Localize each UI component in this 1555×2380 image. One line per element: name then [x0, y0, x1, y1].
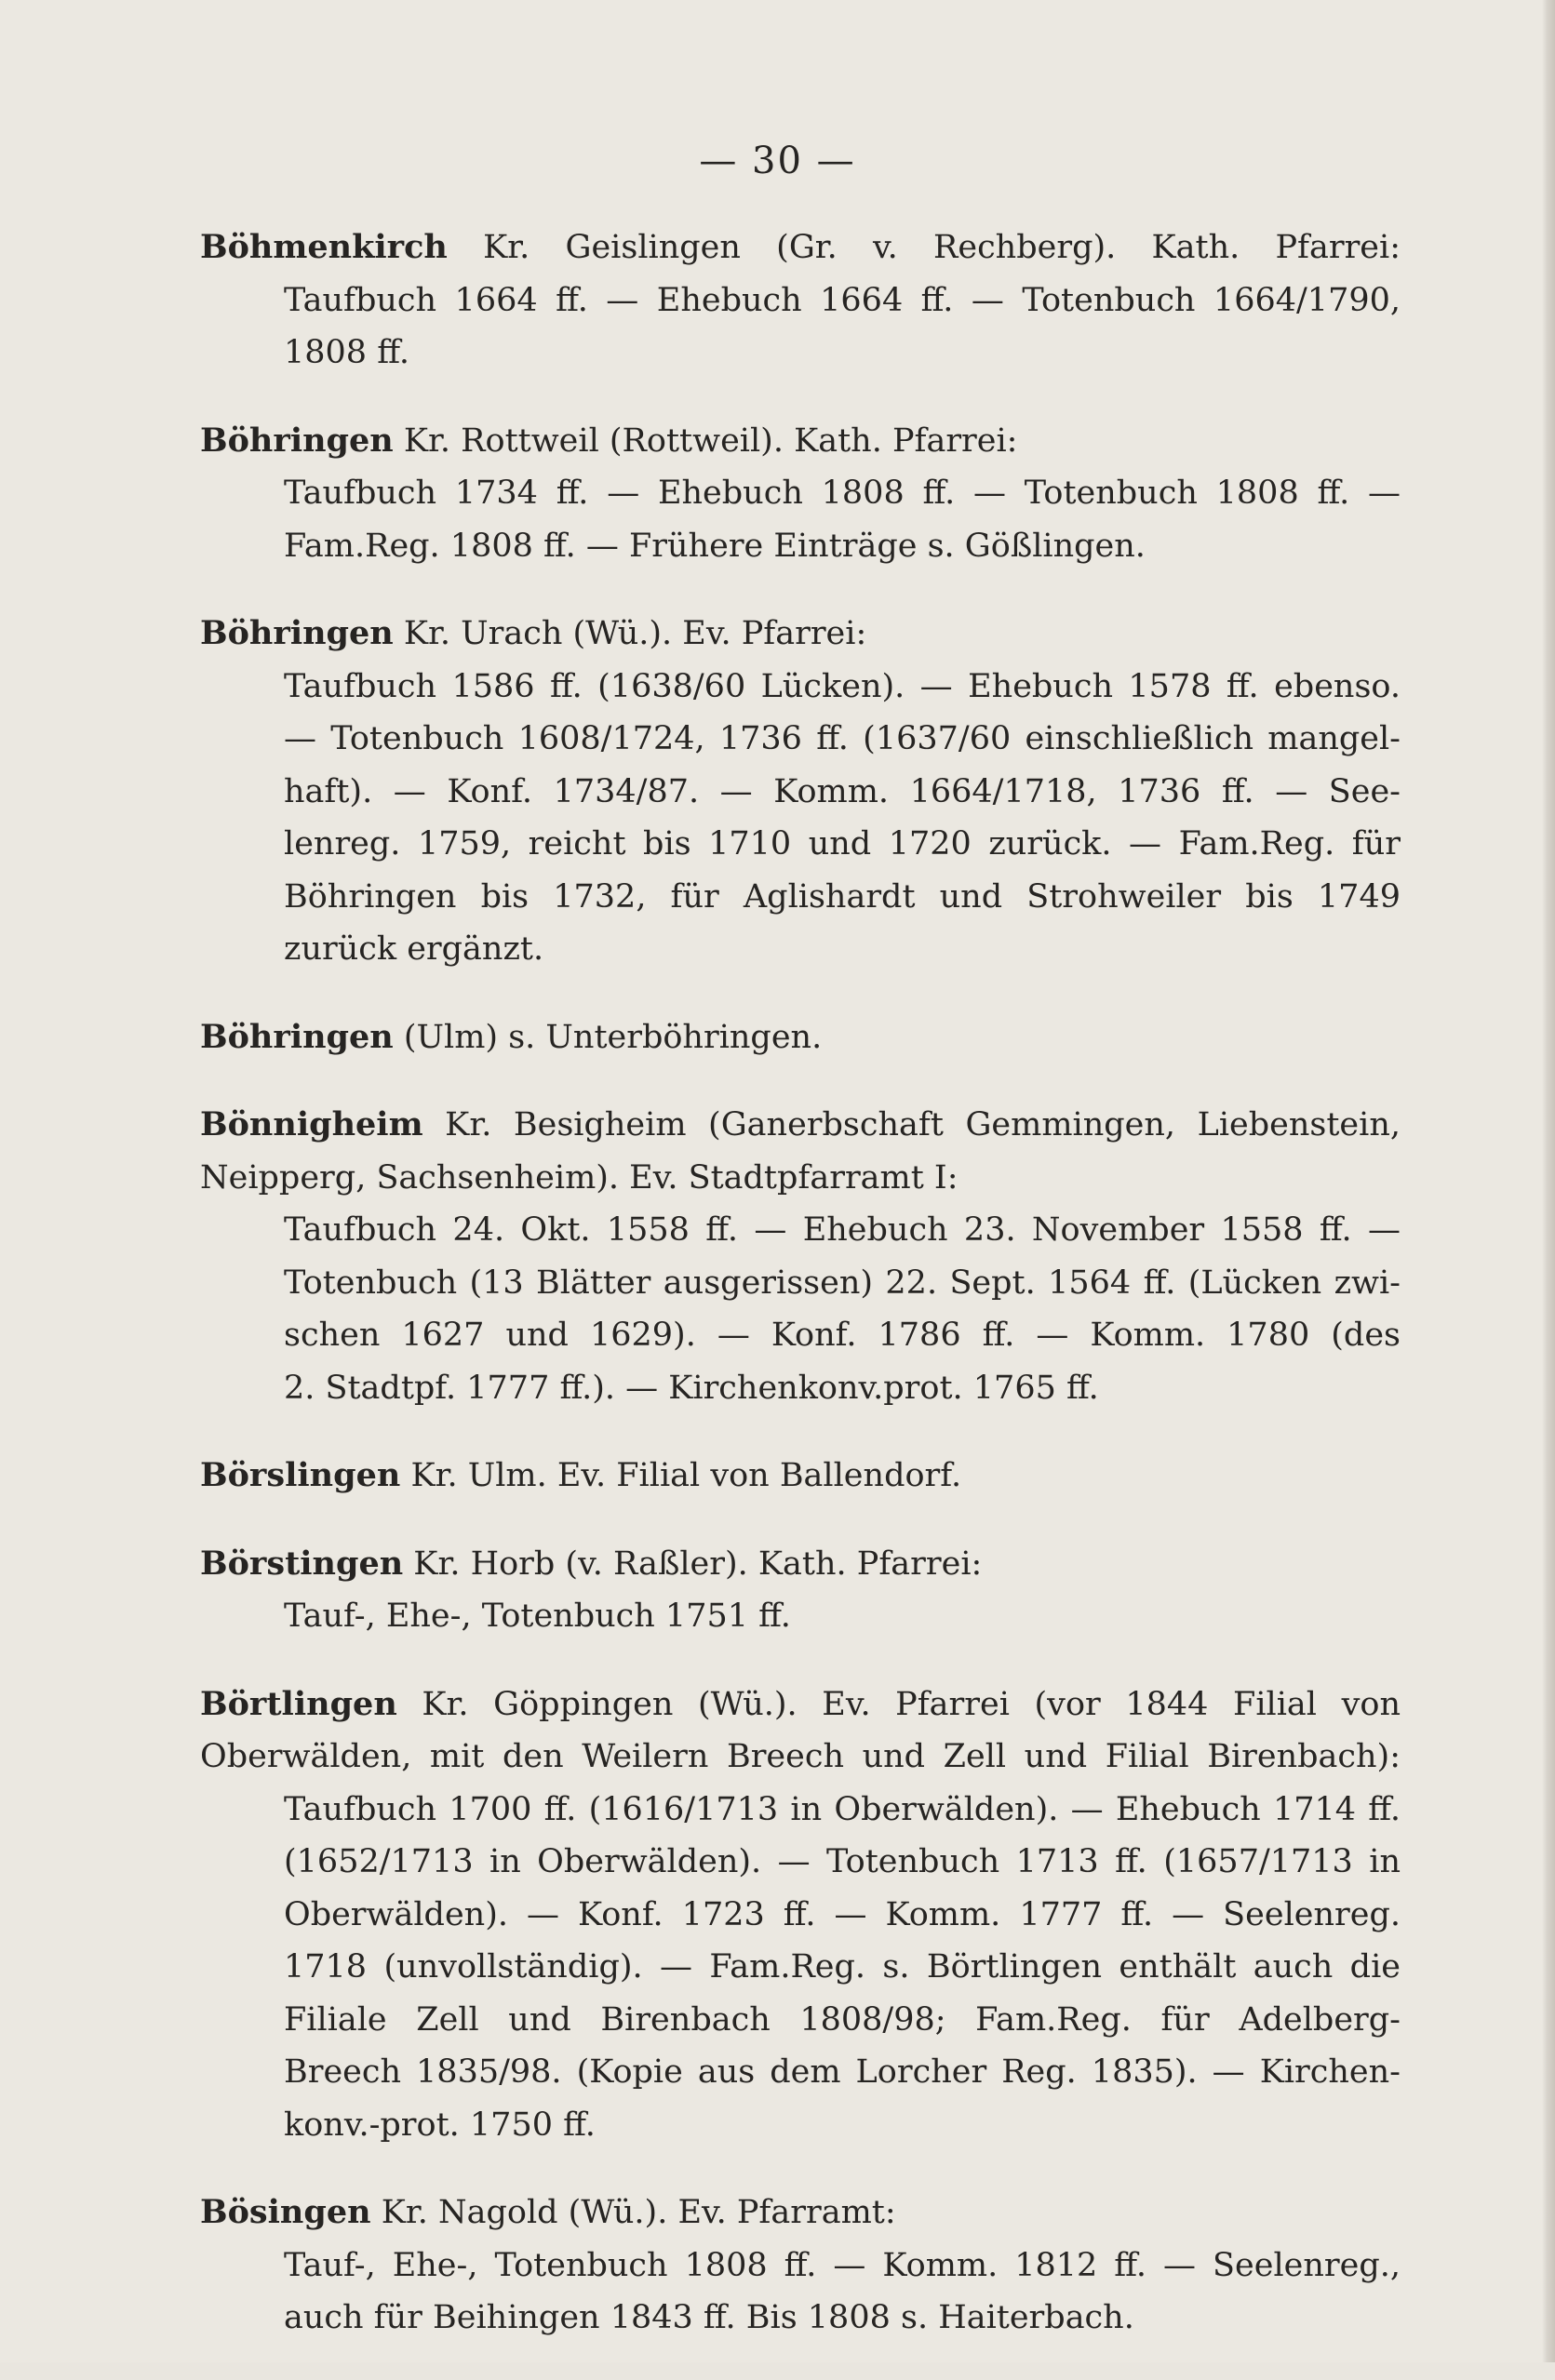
entry-first-line: [200, 1099, 1401, 1152]
place-name: Bösingen: [200, 2193, 371, 2231]
entry-first-line: [200, 1011, 1401, 1064]
page-number: — 30 —: [699, 140, 856, 182]
entry-line: konv.-prot. 1750 ff.: [284, 2106, 596, 2144]
entry-first-line: [200, 1678, 1401, 1732]
page-edge-shadow: [1542, 0, 1555, 2362]
entry-boerstingen: [200, 1538, 1401, 1643]
place-name: Börstingen: [200, 1544, 404, 1583]
entry-first-line: [200, 608, 1401, 661]
place-name: Böhringen: [200, 1017, 394, 1056]
entry-line: Tauf-, Ehe-, Totenbuch 1751 ff.: [284, 1598, 791, 1635]
entry-text: (Ulm) s. Unterböhringen.: [393, 1018, 823, 1056]
entry-boehringen-ulm: [200, 1011, 1401, 1064]
entry-line: Taufbuch 1700 ff. (1616/1713 in Oberwälden). — Ehebuch 1714 ff.: [284, 1790, 1401, 1828]
place-name: Börslingen: [200, 1456, 401, 1494]
entry-text: Kr. Ulm. Ev. Filial von Ballendorf.: [400, 1457, 962, 1494]
entry-first-line: [200, 221, 1401, 274]
entry-text: Kr. Besigheim (Ganerbschaft Gemmingen, Liebenstein,: [422, 1106, 1401, 1143]
entry-line: Oberwälden, mit den Weilern Breech und Zell und Filial Birenbach):: [200, 1738, 1401, 1775]
entry-line: haft). — Konf. 1734/87. — Komm. 1664/1718, 1736 ff. — See-: [284, 772, 1401, 810]
entry-line: Fam.Reg. 1808 ff. — Frühere Einträge s. Gößlingen.: [284, 527, 1146, 565]
entry-boennigheim: [200, 1099, 1401, 1414]
entry-boerslingen: [200, 1450, 1401, 1503]
entry-boehmenkirch: [200, 221, 1401, 380]
entry-boehringen-rottweil: [200, 415, 1401, 573]
gazetteer-entries: [200, 221, 1401, 2380]
entry-text: Kr. Horb (v. Raßler). Kath. Pfarrei:: [403, 1544, 983, 1583]
entry-line: 1718 (unvollständig). — Fam.Reg. s. Börtlingen enthält auch die: [284, 1948, 1401, 1986]
place-name: Börtlingen: [200, 1684, 397, 1723]
entry-line: auch für Beihingen 1843 ff. Bis 1808 s. Haiterbach.: [284, 2299, 1134, 2336]
entry-line: Filiale Zell und Birenbach 1808/98; Fam.Reg. für Adelberg-: [284, 2000, 1401, 2039]
entry-line: zurück ergänzt.: [284, 930, 544, 968]
entry-line: Breech 1835/98. (Kopie aus dem Lorcher Reg. 1835). — Kirchen-: [284, 2053, 1401, 2091]
entry-line: lenreg. 1759, reicht bis 1710 und 1720 zurück. — Fam.Reg. für: [284, 825, 1401, 862]
entry-text: Kr. Nagold (Wü.). Ev. Pfarramt:: [370, 2194, 896, 2231]
entry-line: Taufbuch 24. Okt. 1558 ff. — Ehebuch 23. November 1558 ff. —: [284, 1211, 1401, 1249]
entry-text: Kr. Geislingen (Gr. v. Rechberg). Kath. Pfarrei:: [447, 229, 1401, 266]
entry-boertlingen: [200, 1678, 1401, 2152]
place-name: Böhringen: [200, 421, 394, 460]
entry-text: Kr. Rottweil (Rottweil). Kath. Pfarrei:: [393, 421, 1018, 460]
entry-first-line: [200, 415, 1401, 468]
entry-line: — Totenbuch 1608/1724, 1736 ff. (1637/60 einschließlich mangel-: [284, 720, 1401, 757]
place-name: Böhmenkirch: [200, 228, 448, 266]
entry-first-line: [200, 1538, 1401, 1591]
entry-line: schen 1627 und 1629). — Konf. 1786 ff. — Komm. 1780 (des: [284, 1317, 1401, 1354]
entry-line: (1652/1713 in Oberwälden). — Totenbuch 1713 ff. (1657/1713 in: [284, 1843, 1401, 1880]
entry-first-line: [200, 2186, 1401, 2240]
entry-text: Kr. Göppingen (Wü.). Ev. Pfarrei (vor 1844 Filial von: [396, 1685, 1401, 1723]
place-name: Böhringen: [200, 614, 394, 652]
entry-boehringen-urach: [200, 608, 1401, 976]
entry-line: Taufbuch 1664 ff. — Ehebuch 1664 ff. — Totenbuch 1664/1790,: [284, 281, 1401, 319]
entry-line: Oberwälden). — Konf. 1723 ff. — Komm. 1777 ff. — Seelenreg.: [284, 1895, 1401, 1933]
entry-boesingen: [200, 2186, 1401, 2345]
entry-line: Tauf-, Ehe-, Totenbuch 1808 ff. — Komm. 1812 ff. — Seelenreg.,: [284, 2246, 1401, 2284]
entry-line: Totenbuch (13 Blätter ausgerissen) 22. Sept. 1564 ff. (Lücken zwi-: [284, 1264, 1401, 1302]
entry-line: 2. Stadtpf. 1777 ff.). — Kirchenkonv.prot. 1765 ff.: [284, 1369, 1099, 1407]
place-name: Bönnigheim: [200, 1105, 423, 1143]
entry-line: Neipperg, Sachsenheim). Ev. Stadtpfarramt I:: [200, 1158, 958, 1197]
entry-line: 1808 ff.: [284, 334, 409, 371]
entry-line: Taufbuch 1734 ff. — Ehebuch 1808 ff. — Totenbuch 1808 ff. —: [284, 475, 1401, 512]
entry-line: Taufbuch 1586 ff. (1638/60 Lücken). — Ehebuch 1578 ff. ebenso.: [284, 667, 1401, 705]
entry-text: Kr. Urach (Wü.). Ev. Pfarrei:: [393, 615, 867, 652]
entry-line: Böhringen bis 1732, für Aglishardt und Strohweiler bis 1749: [284, 877, 1401, 916]
entry-first-line: [200, 1450, 1401, 1503]
